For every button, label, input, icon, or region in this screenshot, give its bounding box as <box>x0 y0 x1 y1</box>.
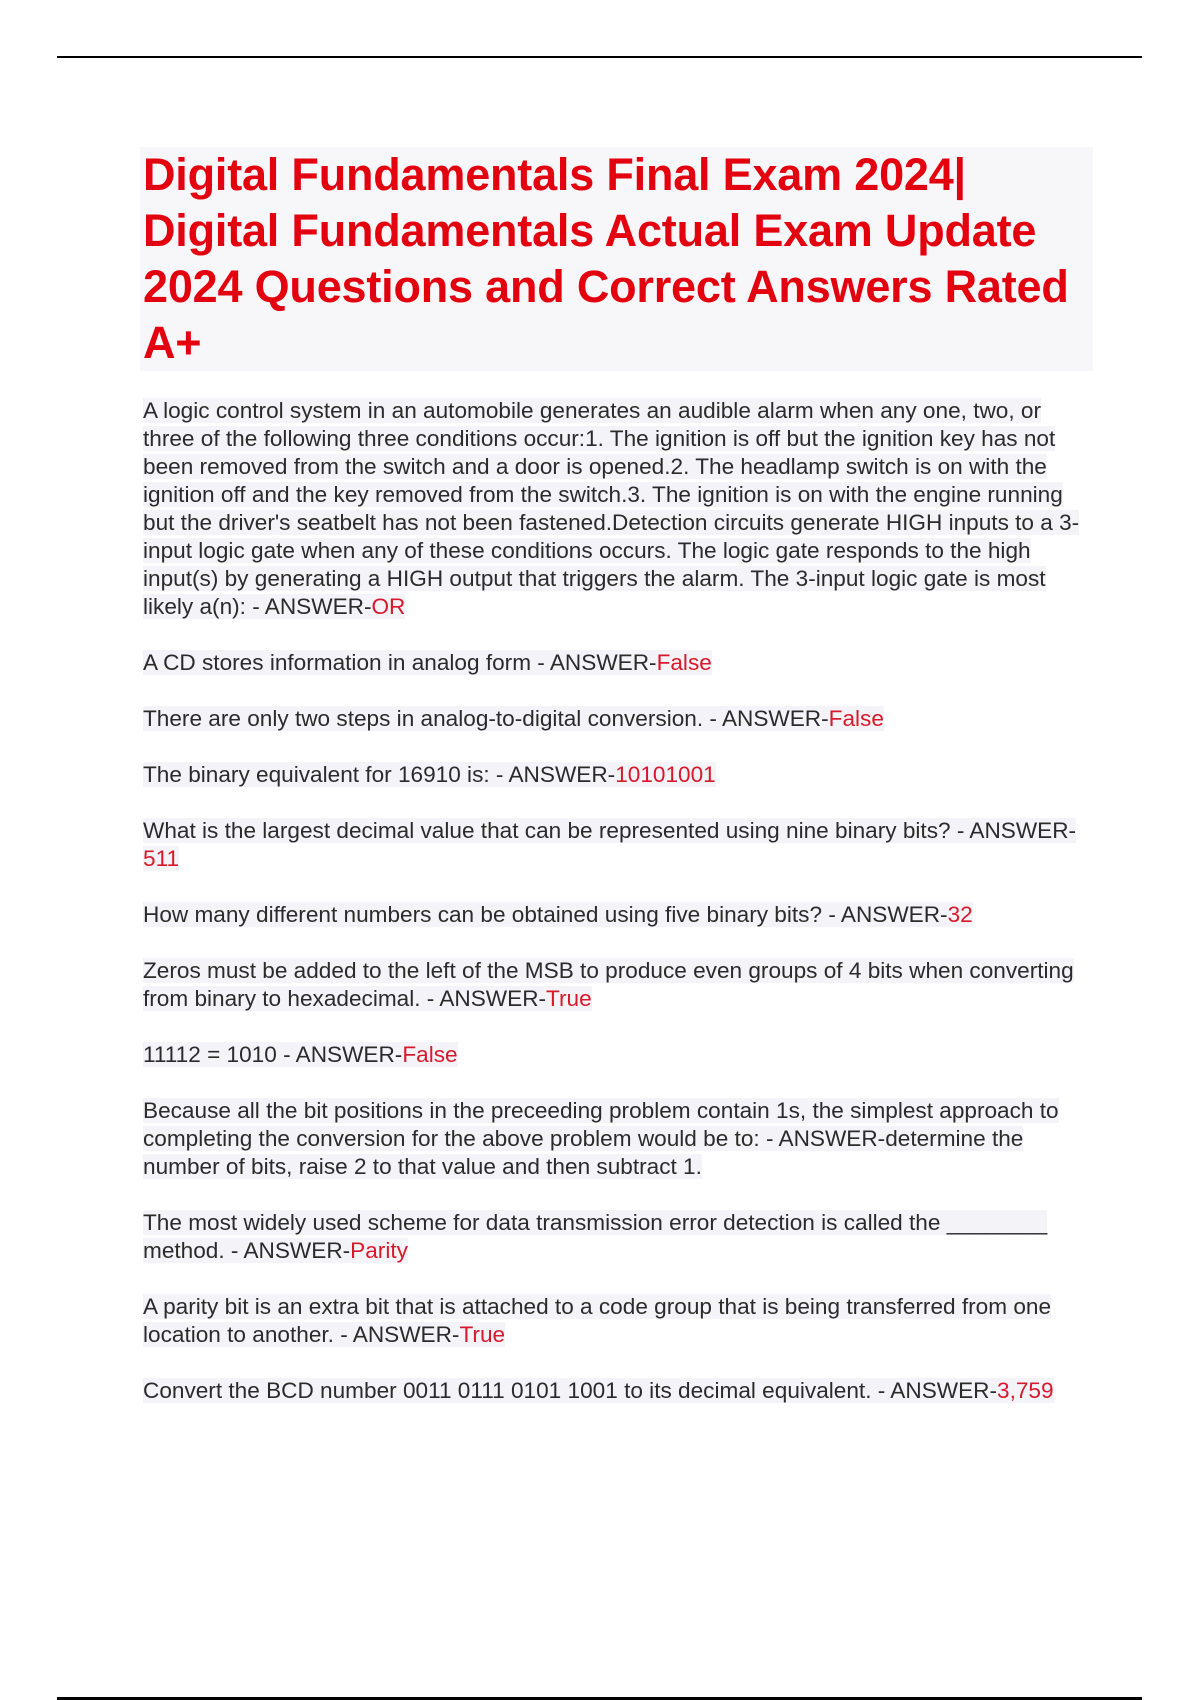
document-title: Digital Fundamentals Final Exam 2024| Digital Fundamentals Actual Exam Update 2024 Questions and Correct Answers Rated A+ <box>143 149 1069 368</box>
qa-item <box>143 817 1093 873</box>
question-text: What is the largest decimal value that can be represented using nine binary bits? - ANSWER- <box>143 818 1077 843</box>
question-text: Zeros must be added to the left of the MSB to produce even groups of 4 bits when converting from binary to hexadecimal. - ANSWER- <box>143 958 1074 1011</box>
document-body <box>143 147 1093 1433</box>
answer-text: False <box>656 650 712 675</box>
qa-item <box>143 397 1093 621</box>
question-text: The most widely used scheme for data transmission error detection is called the ________ method. - ANSWER- <box>143 1210 1048 1263</box>
qa-item <box>143 1097 1093 1181</box>
top-rule <box>57 56 1142 58</box>
qa-item <box>143 705 1093 733</box>
question-text: Because all the bit positions in the preceeding problem contain 1s, the simplest approach to completing the conversion for the above problem would be to: - ANSWER-determine the number of bits, raise 2 to that value and then subtract 1. <box>143 1098 1059 1179</box>
qa-item <box>143 957 1093 1013</box>
answer-text: 10101001 <box>615 762 716 787</box>
answer-text: 3,759 <box>997 1378 1054 1403</box>
qa-item <box>143 761 1093 789</box>
question-text: How many different numbers can be obtained using five binary bits? - ANSWER- <box>143 902 948 927</box>
question-text: Convert the BCD number 0011 0111 0101 1001 to its decimal equivalent. - ANSWER- <box>143 1378 997 1403</box>
answer-text: True <box>459 1322 506 1347</box>
qa-list <box>143 397 1093 1405</box>
title-block <box>140 147 1093 371</box>
qa-item <box>143 1377 1093 1405</box>
qa-item <box>143 649 1093 677</box>
question-text: A logic control system in an automobile generates an audible alarm when any one, two, or three of the following three conditions occur:1. The ignition is off but the ignition key has not been removed from the switch and a door is opened.2. The headlamp switch is on with the ignition off and the key removed from the switch.3. The ignition is on with the engine running but the driver's seatbelt has not been fastened.Detection circuits generate HIGH inputs to a 3-input logic gate when any of these conditions occurs. The logic gate responds to the high input(s) by generating a HIGH output that triggers the alarm. The 3-input logic gate is most likely a(n): - ANSWER- <box>143 398 1080 619</box>
question-text: A parity bit is an extra bit that is attached to a code group that is being transferred from one location to another. - ANSWER- <box>143 1294 1052 1347</box>
answer-text: 511 <box>143 846 180 871</box>
question-text: A CD stores information in analog form - ANSWER- <box>143 650 657 675</box>
answer-text: Parity <box>350 1238 408 1263</box>
question-text: The binary equivalent for 16910 is: - ANSWER- <box>143 762 616 787</box>
qa-item <box>143 901 1093 929</box>
qa-item <box>143 1293 1093 1349</box>
answer-text: False <box>828 706 884 731</box>
qa-item <box>143 1041 1093 1069</box>
answer-text: True <box>546 986 592 1011</box>
answer-text: OR <box>371 594 406 619</box>
answer-text: 32 <box>947 902 973 927</box>
question-text: There are only two steps in analog-to-digital conversion. - ANSWER- <box>143 706 829 731</box>
question-text: 11112 = 1010 - ANSWER- <box>143 1042 403 1067</box>
answer-text: False <box>402 1042 458 1067</box>
qa-item <box>143 1209 1093 1265</box>
